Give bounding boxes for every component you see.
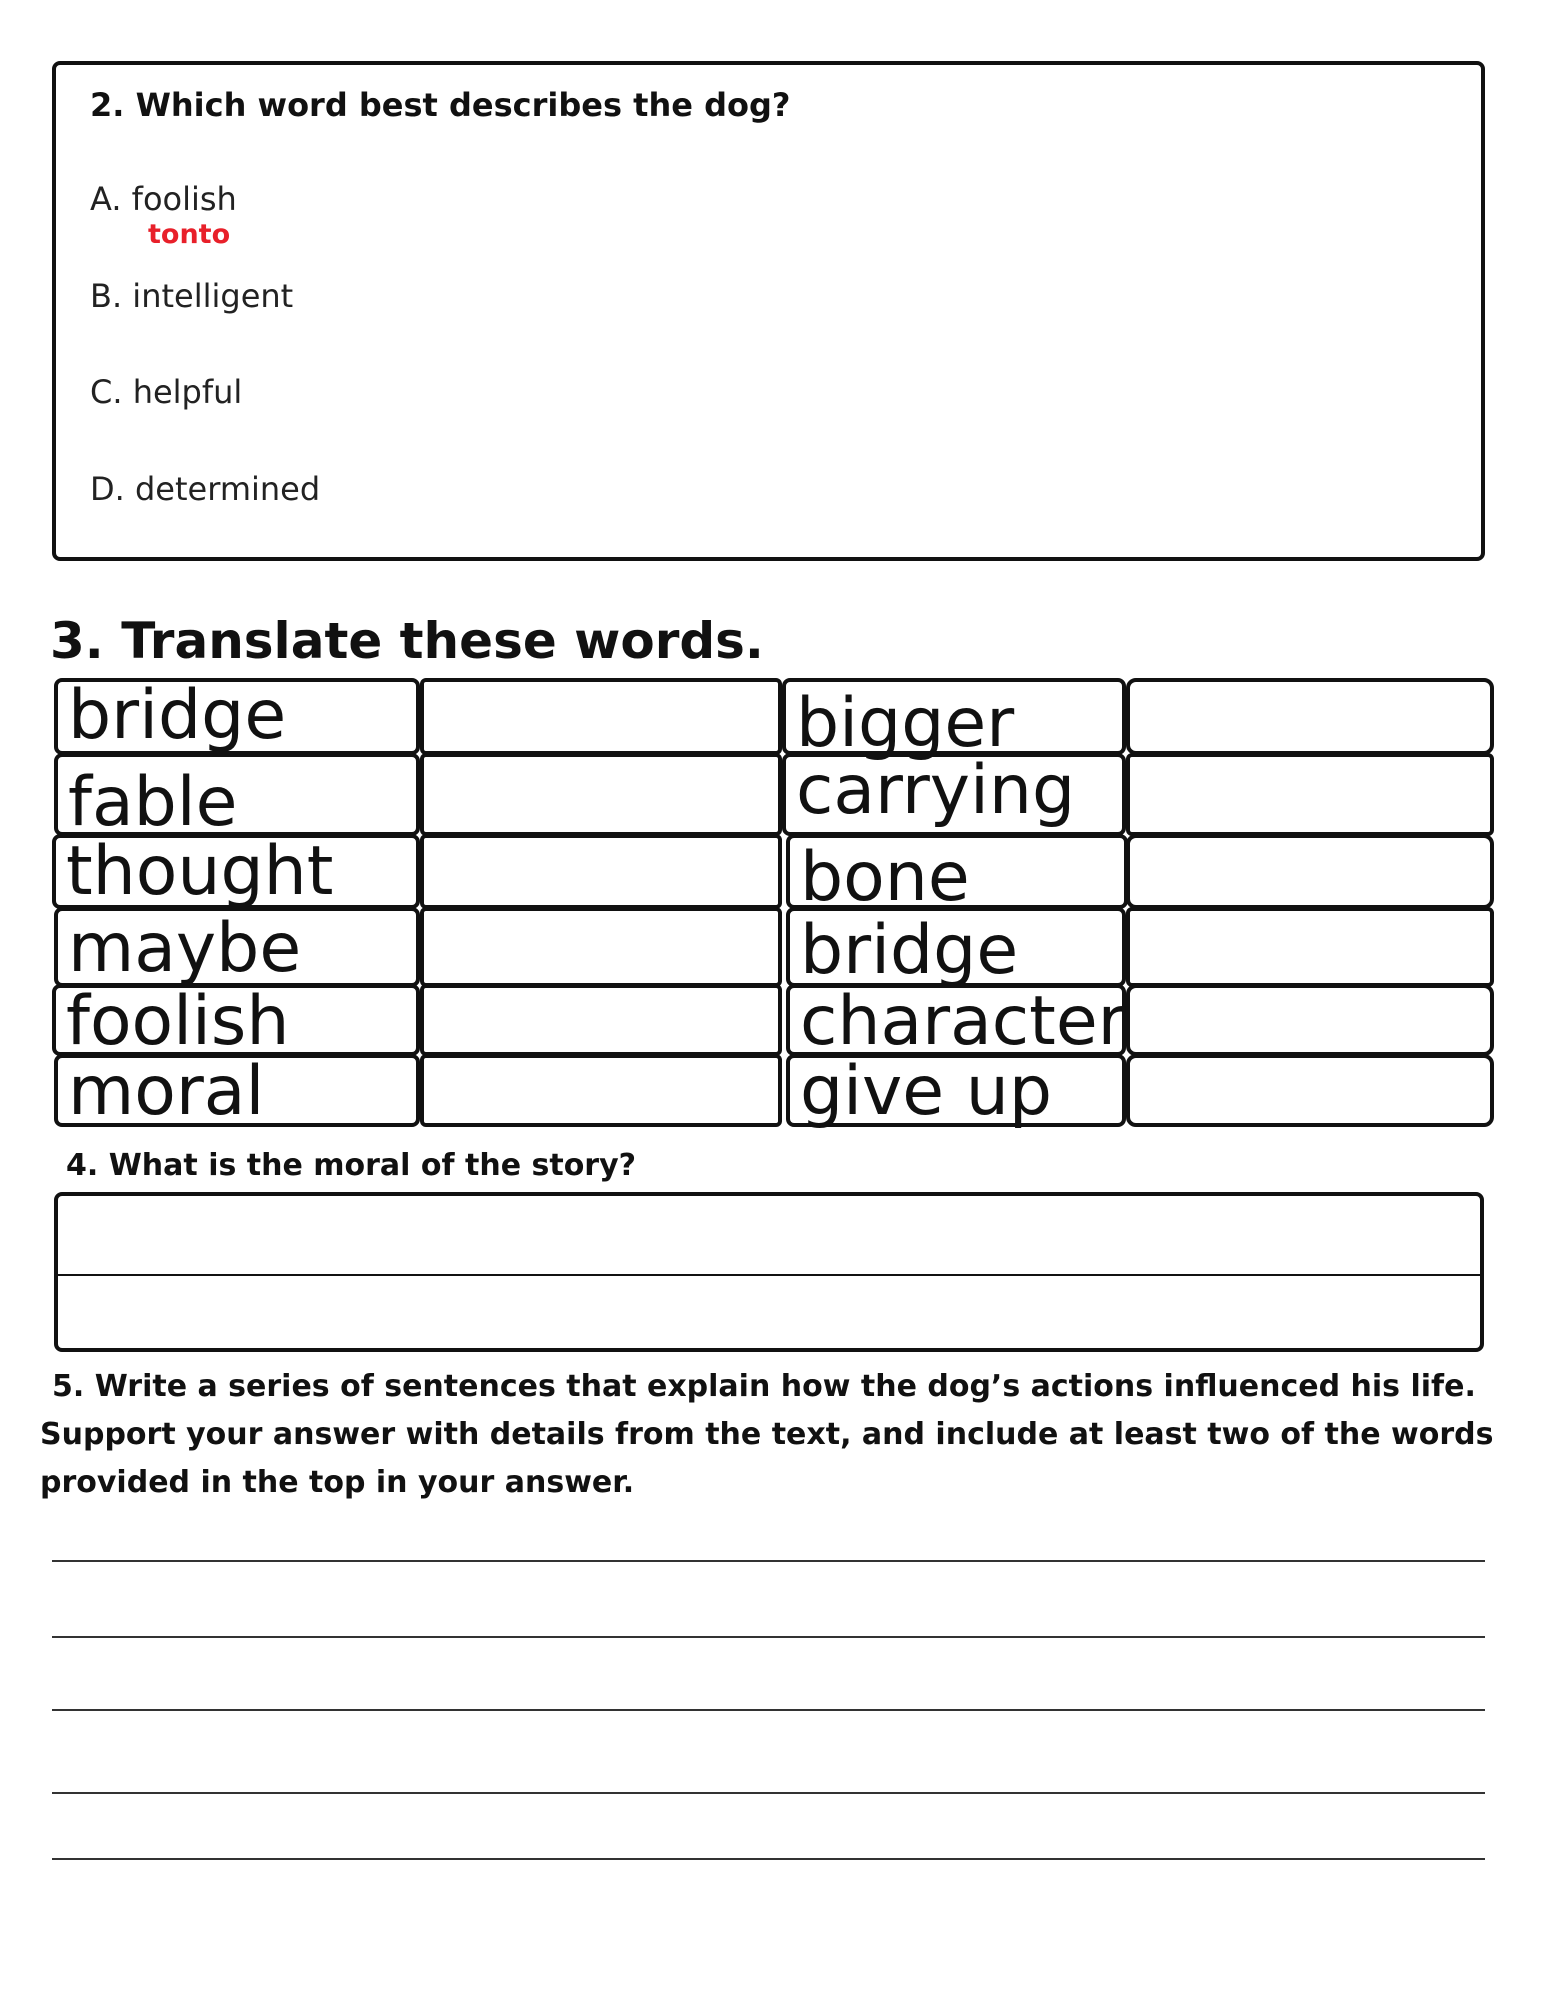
right-word-3: bone [786,834,1128,909]
question-3-title: 3. Translate these words. [50,612,764,670]
writing-line-4[interactable] [52,1792,1485,1794]
question-2-title: 2. Which word best describes the dog? [90,86,791,124]
translation-hint: tonto [148,219,231,250]
left-answer-box-4[interactable] [420,907,782,987]
option-b[interactable]: B. intelligent [90,277,294,315]
right-answer-box-4[interactable] [1126,907,1494,987]
question-4-title: 4. What is the moral of the story? [66,1148,637,1183]
left-answer-box-6[interactable] [420,1054,782,1127]
option-a[interactable]: A. foolish [90,180,237,218]
question-5-prompt [40,1363,1500,1507]
left-word-4: maybe [54,907,420,987]
writing-line-5[interactable] [52,1858,1485,1860]
right-word-2: carrying [782,753,1126,836]
writing-line-1[interactable] [52,1560,1485,1562]
left-word-6: moral [54,1054,420,1127]
question-5-line-2: Support your answer with details from the text, and include at least two of the words [40,1417,1494,1452]
right-answer-box-3[interactable] [1126,834,1494,909]
right-answer-box-6[interactable] [1126,1054,1494,1127]
right-word-6: give up [786,1054,1126,1127]
left-word-2: fable [54,753,420,836]
right-answer-box-5[interactable] [1126,984,1494,1056]
option-d[interactable]: D. determined [90,470,321,508]
answer-divider-line [56,1274,1482,1276]
moral-answer-box[interactable] [54,1192,1484,1352]
option-c[interactable]: C. helpful [90,373,243,411]
left-answer-box-2[interactable] [420,753,782,836]
right-answer-box-2[interactable] [1126,753,1494,836]
left-word-1: bridge [54,678,420,755]
left-answer-box-3[interactable] [420,834,782,909]
left-word-5: foolish [52,984,420,1056]
right-word-1: bigger [782,678,1126,755]
right-word-5: character [786,984,1126,1056]
question-5-line-1: 5. Write a series of sentences that explain how the dog’s actions influenced his life. [52,1369,1476,1404]
left-answer-box-5[interactable] [420,984,782,1056]
right-answer-box-1[interactable] [1126,678,1494,755]
left-word-3: thought [52,834,420,909]
writing-line-3[interactable] [52,1709,1485,1711]
right-word-4: bridge [786,907,1126,987]
left-answer-box-1[interactable] [420,678,782,755]
question-5-line-3: provided in the top in your answer. [40,1465,635,1500]
writing-line-2[interactable] [52,1636,1485,1638]
